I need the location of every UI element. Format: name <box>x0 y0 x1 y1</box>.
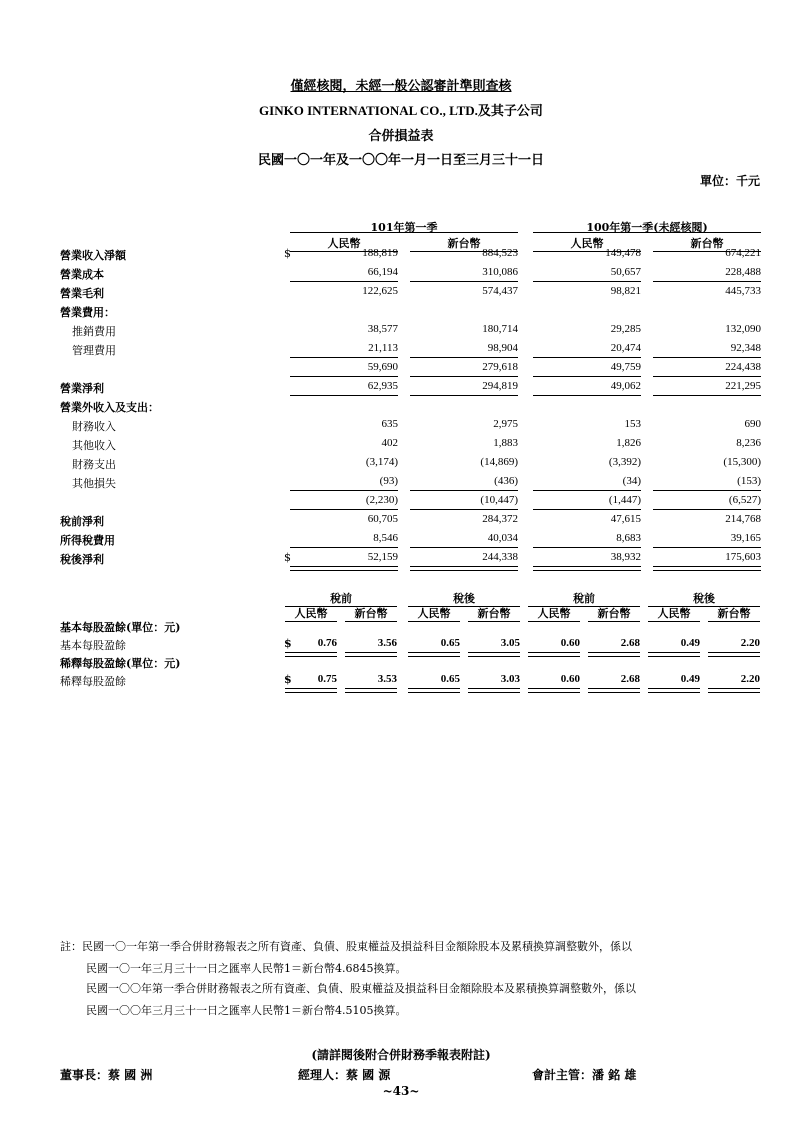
eps-group-header: 稅後 <box>648 590 760 607</box>
row-underline <box>653 357 761 358</box>
row-value: 674,221 <box>725 247 761 259</box>
row-underline <box>653 281 761 282</box>
row-value: 188,819 <box>362 247 398 259</box>
col-group-2012: 101年第一季 <box>370 221 438 234</box>
row-label: 稅後淨利 <box>60 553 104 566</box>
eps-underline <box>708 652 760 657</box>
col-twd-2012: 新台幣 <box>410 235 518 252</box>
dollar-sign: $ <box>284 247 291 260</box>
eps-underline <box>285 688 337 693</box>
row-value: 574,437 <box>482 285 518 297</box>
eps-label: 稀釋每股盈餘(單位：元) <box>60 657 181 670</box>
statement-title: 合併損益表 <box>368 129 434 144</box>
row-value: (153) <box>737 475 761 487</box>
eps-label: 基本每股盈餘 <box>60 639 126 652</box>
row-value: 294,819 <box>482 380 518 392</box>
eps-group-header: 稅前 <box>528 590 640 607</box>
row-underline <box>290 357 398 358</box>
row-value: 279,618 <box>482 361 518 373</box>
row-value: 8,546 <box>373 532 398 544</box>
row-value: 122,625 <box>362 285 398 297</box>
row-value: (2,230) <box>365 494 398 506</box>
note-line-3: 民國一〇〇年第一季合併財務報表之所有資產、負債、股東權益及損益科目金額除股本及累積換算調整數外，係以 <box>86 982 636 995</box>
row-value: 38,932 <box>610 551 641 563</box>
eps-underline <box>345 652 397 657</box>
eps-value: 3.56 <box>377 637 397 649</box>
row-value: 39,165 <box>730 532 761 544</box>
note-line-1: 註：民國一〇一年第一季合併財務報表之所有資產、負債、股東權益及損益科目金額除股本及累積換算調整數外，係以 <box>60 940 632 953</box>
eps-group-header: 稅前 <box>285 590 397 607</box>
row-value: 214,768 <box>725 513 761 525</box>
row-value: 52,159 <box>367 551 398 563</box>
row-value: (1,447) <box>608 494 641 506</box>
row-underline <box>533 566 641 571</box>
row-value: 92,348 <box>730 342 761 354</box>
eps-value: 0.49 <box>680 637 700 649</box>
row-value: 49,759 <box>610 361 641 373</box>
col-rmb-2011: 人民幣 <box>533 235 641 252</box>
eps-group-header: 稅後 <box>408 590 520 607</box>
eps-underline <box>285 652 337 657</box>
eps-col-rmb: 人民幣 <box>408 605 460 622</box>
row-underline <box>533 357 641 358</box>
eps-value: 0.65 <box>440 673 460 685</box>
note-line-2: 民國一〇一年三月三十一日之匯率人民幣1＝新台幣4.6845換算。 <box>86 962 407 975</box>
row-value: 884,523 <box>482 247 518 259</box>
row-value: 38,577 <box>367 323 398 335</box>
row-value: 60,705 <box>367 513 398 525</box>
chairman-signature: 董事長：蔡 國 洲 <box>60 1068 153 1082</box>
row-value: 47,615 <box>610 513 641 525</box>
row-value: (436) <box>494 475 518 487</box>
row-label: 所得稅費用 <box>60 534 115 547</box>
row-underline <box>533 376 641 377</box>
row-underline <box>290 566 398 571</box>
manager-signature: 經理人：蔡 國 源 <box>298 1068 391 1082</box>
row-label: 其他收入 <box>72 439 116 452</box>
row-underline <box>653 566 761 571</box>
col-twd-2011: 新台幣 <box>653 235 761 252</box>
eps-underline <box>588 688 640 693</box>
row-value: 224,438 <box>725 361 761 373</box>
row-underline <box>533 547 641 548</box>
row-value: 1,826 <box>616 437 641 449</box>
eps-value: 2.20 <box>740 637 760 649</box>
dollar-sign: $ <box>284 637 292 650</box>
row-value: 29,285 <box>610 323 641 335</box>
row-value: 635 <box>381 418 398 430</box>
row-underline <box>533 395 641 396</box>
row-value: (6,527) <box>728 494 761 506</box>
eps-value: 3.05 <box>500 637 520 649</box>
row-underline <box>653 395 761 396</box>
row-value: 149,478 <box>605 247 641 259</box>
eps-label: 基本每股盈餘(單位：元) <box>60 621 181 634</box>
row-value: 8,236 <box>736 437 761 449</box>
eps-value: 2.20 <box>740 673 760 685</box>
row-underline <box>653 509 761 510</box>
row-label: 營業費用： <box>60 306 115 319</box>
row-value: 402 <box>381 437 398 449</box>
row-underline <box>290 509 398 510</box>
eps-value: 2.68 <box>620 673 640 685</box>
row-underline <box>410 547 518 548</box>
row-value: (10,447) <box>480 494 518 506</box>
statement-period: 民國一〇一年及一〇〇年一月一日至三月三十一日 <box>257 153 544 168</box>
row-value: (15,300) <box>723 456 761 468</box>
row-value: 98,821 <box>610 285 641 297</box>
eps-col-twd: 新台幣 <box>588 605 640 622</box>
eps-underline <box>468 652 520 657</box>
row-underline <box>410 376 518 377</box>
row-value: (93) <box>379 475 398 487</box>
col-rmb-2012: 人民幣 <box>290 235 398 252</box>
row-underline <box>290 490 398 491</box>
row-value: (3,392) <box>608 456 641 468</box>
eps-value: 0.65 <box>440 637 460 649</box>
page-number: ~43~ <box>382 1084 420 1098</box>
eps-value: 0.76 <box>317 637 337 649</box>
row-value: (34) <box>622 475 641 487</box>
row-underline <box>653 376 761 377</box>
row-value: 221,295 <box>725 380 761 392</box>
row-value: 40,034 <box>487 532 518 544</box>
eps-value: 0.60 <box>560 673 580 685</box>
row-underline <box>653 490 761 491</box>
row-value: 180,714 <box>482 323 518 335</box>
eps-value: 3.03 <box>500 673 520 685</box>
company-name: GINKO INTERNATIONAL CO., LTD.及其子公司 <box>259 103 543 118</box>
row-label: 營業成本 <box>60 268 104 281</box>
row-value: 2,975 <box>493 418 518 430</box>
row-value: (3,174) <box>365 456 398 468</box>
row-label: 稅前淨利 <box>60 515 104 528</box>
row-underline <box>410 281 518 282</box>
eps-underline <box>648 688 700 693</box>
row-value: 20,474 <box>610 342 641 354</box>
eps-underline <box>588 652 640 657</box>
eps-label: 稀釋每股盈餘 <box>60 675 126 688</box>
eps-underline <box>528 688 580 693</box>
row-underline <box>410 490 518 491</box>
row-value: 175,603 <box>725 551 761 563</box>
eps-col-twd: 新台幣 <box>468 605 520 622</box>
eps-underline <box>648 652 700 657</box>
row-value: 59,690 <box>367 361 398 373</box>
eps-value: 0.60 <box>560 637 580 649</box>
eps-value: 3.53 <box>377 673 397 685</box>
row-label: 營業收入淨額 <box>60 249 126 262</box>
row-underline <box>653 547 761 548</box>
row-value: (14,869) <box>480 456 518 468</box>
dollar-sign: $ <box>284 673 292 686</box>
eps-underline <box>408 688 460 693</box>
eps-col-rmb: 人民幣 <box>648 605 700 622</box>
row-value: 284,372 <box>482 513 518 525</box>
row-value: 8,683 <box>616 532 641 544</box>
row-value: 153 <box>624 418 641 430</box>
eps-underline <box>345 688 397 693</box>
col-group-2011: 100年第一季(未經核閱) <box>586 221 708 234</box>
eps-col-twd: 新台幣 <box>708 605 760 622</box>
row-underline <box>290 547 398 548</box>
row-label: 營業淨利 <box>60 382 104 395</box>
row-value: 49,062 <box>610 380 641 392</box>
eps-underline <box>468 688 520 693</box>
row-value: 62,935 <box>367 380 398 392</box>
eps-col-twd: 新台幣 <box>345 605 397 622</box>
eps-col-rmb: 人民幣 <box>285 605 337 622</box>
row-underline <box>533 509 641 510</box>
row-label: 財務收入 <box>72 420 116 433</box>
eps-value: 2.68 <box>620 637 640 649</box>
row-value: 1,883 <box>493 437 518 449</box>
row-label: 財務支出 <box>72 458 116 471</box>
row-value: 228,488 <box>725 266 761 278</box>
row-label: 推銷費用 <box>72 325 116 338</box>
row-underline <box>410 395 518 396</box>
row-underline <box>533 490 641 491</box>
row-value: 21,113 <box>368 342 398 354</box>
eps-value: 0.75 <box>317 673 337 685</box>
row-value: 310,086 <box>482 266 518 278</box>
row-underline <box>410 509 518 510</box>
dollar-sign: $ <box>284 551 291 564</box>
eps-underline <box>408 652 460 657</box>
row-label: 營業毛利 <box>60 287 104 300</box>
row-value: 244,338 <box>482 551 518 563</box>
note-line-4: 民國一〇〇年三月三十一日之匯率人民幣1＝新台幣4.5105換算。 <box>86 1004 407 1017</box>
row-underline <box>290 281 398 282</box>
review-stamp: 僅經核閱，未經一般公認審計準則查核 <box>290 79 512 94</box>
eps-value: 0.49 <box>680 673 700 685</box>
row-value: 690 <box>744 418 761 430</box>
row-value: 98,904 <box>487 342 518 354</box>
row-underline <box>410 566 518 571</box>
accountant-signature: 會計主管：潘 銘 雄 <box>532 1068 637 1082</box>
notes-reference: (請詳閱後附合併財務季報表附註) <box>311 1048 491 1062</box>
eps-underline <box>708 688 760 693</box>
row-underline <box>290 395 398 396</box>
row-value: 445,733 <box>725 285 761 297</box>
row-underline <box>533 281 641 282</box>
eps-col-rmb: 人民幣 <box>528 605 580 622</box>
row-label: 其他損失 <box>72 477 116 490</box>
row-value: 132,090 <box>725 323 761 335</box>
row-value: 50,657 <box>610 266 641 278</box>
row-underline <box>290 376 398 377</box>
eps-underline <box>528 652 580 657</box>
row-label: 管理費用 <box>72 344 116 357</box>
unit-label: 單位：千元 <box>699 174 760 188</box>
row-value: 66,194 <box>367 266 398 278</box>
row-underline <box>410 357 518 358</box>
row-label: 營業外收入及支出： <box>60 401 159 414</box>
